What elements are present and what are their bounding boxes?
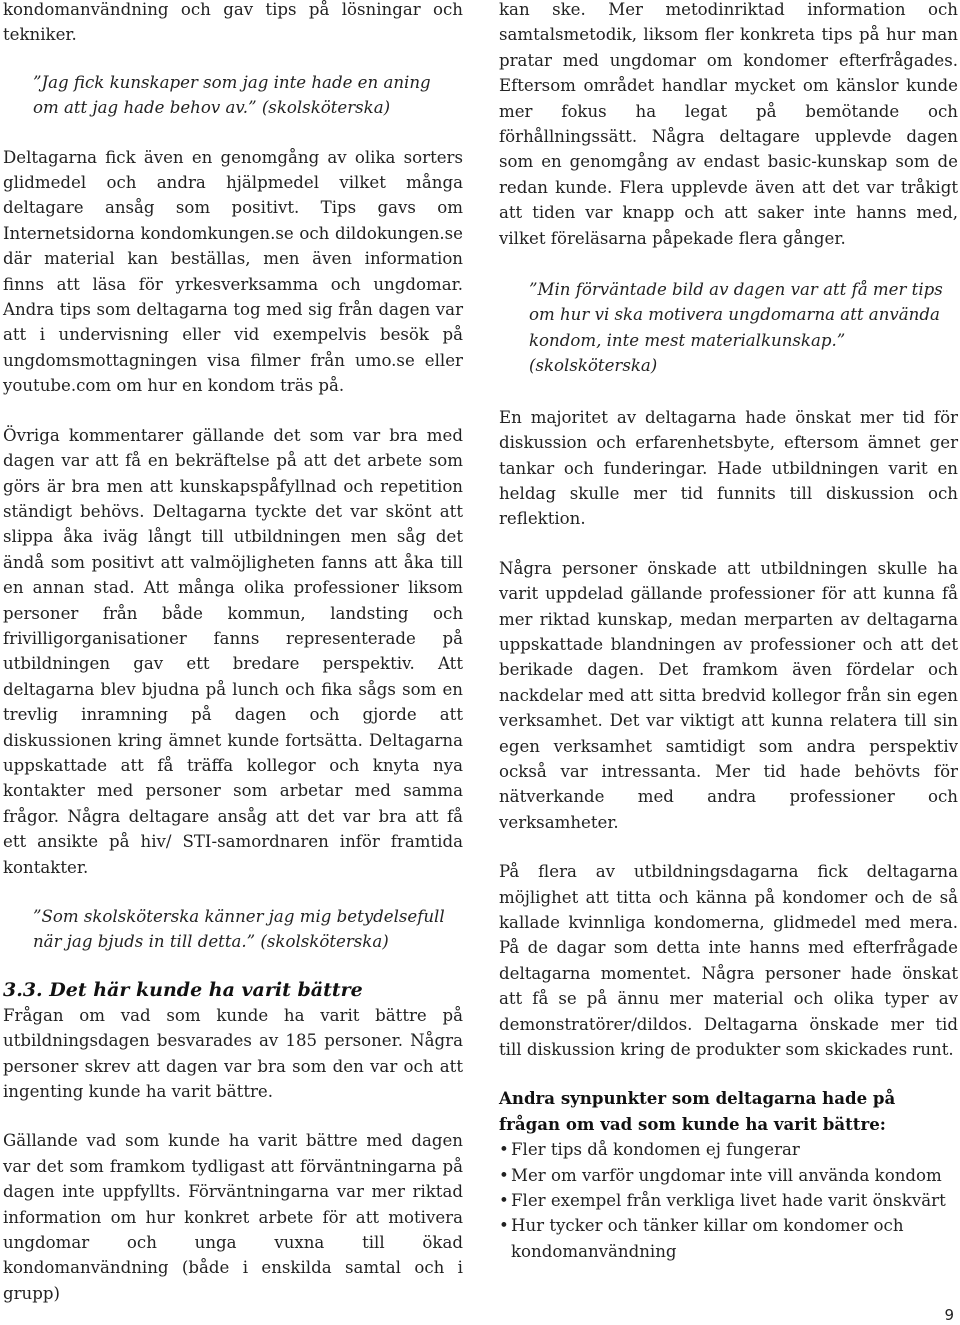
section-heading: 3.3. Det här kunde ha varit bättre — [3, 978, 363, 1001]
left-column — [3, 0, 463, 1306]
paragraph: kan ske. Mer metodinriktad information och samtalsmetodik, liksom fler konkreta tips på hur man pratar med ungdomar om kondomer efterfrågades. Eftersom området handlar mycket om känslor kunde mer fokus ha legat på bemötande och förhållningssätt. Några deltagare upplevde dagen som en genomgång av endast basic-kunskap som de redan kunde. Flera upplevde även att det var tråkigt att tiden var knapp och att saker inte hanns med, vilket föreläsarna påpekade flera gånger. — [499, 0, 958, 248]
list-heading: Andra synpunkter som deltagarna hade på frågan om vad som kunde ha varit bättre: — [499, 1088, 896, 1134]
quote: ”Som skolsköterska känner jag mig betydelsefull när jag bjuds in till detta.” (skolsköterska) — [33, 907, 445, 952]
paragraph: Frågan om vad som kunde ha varit bättre på utbildningsdagen besvarades av 185 personer. Några personer skrev att dagen var bra som den var och att ingenting kunde ha varit bättre. — [3, 1005, 463, 1102]
paragraph: Deltagarna fick även en genomgång av olika sorters glidmedel och andra hjälpmedel vilket många deltagare ansåg som positivt. Tips gavs om Internetsidorna kondomkungen.se och dildokungen.se där material kan beställas, men även information finns att läsa för yrkesverksamma och ungdomar. Andra tips som deltagarna tog med sig från dagen var att i undervisning eller vid exempelvis besök på ungdomsmottagningen visa filmer från umo.se eller youtube.com om hur en kondom träs på. — [3, 147, 463, 396]
paragraph: Gällande vad som kunde ha varit bättre med dagen var det som framkom tydligast att förväntningarna på dagen inte uppfyllts. Förväntningarna var mer riktad information om hur konkret arbete för att motivera ungdomar och unga vuxna till ökad kondomanvändning (både i enskilda samtal och i grupp) — [3, 1131, 463, 1303]
right-column — [499, 0, 958, 1264]
list-item: • Fler tips då kondomen ej fungerar — [499, 1137, 958, 1162]
paragraph: På flera av utbildningsdagarna fick deltagarna möjlighet att titta och känna på kondomer och de så kallade kvinnliga kondomerna, glidmedel med mera. På de dagar som detta inte hanns med efterfrågade deltagarna momentet. Några personer hade önskat att få se på ännu mer material och olika typer av demonstratörer/dildos. Deltagarna önskade mer tid till diskussion kring de produkter som skickades runt. — [499, 862, 958, 1060]
bullet-list — [499, 1137, 958, 1264]
page-number: 9 — [944, 1306, 954, 1324]
paragraph: Några personer önskade att utbildningen skulle ha varit uppdelad gällande professioner för att kunna få mer riktad kunskap, medan merparten av deltagarna uppskattade blandningen av professioner och att det berikade dagen. Det framkom även fördelar och nackdelar med att sitta bredvid kollegor från sin egen verksamhet. Det var viktigt att kunna relatera till sin egen verksamhet samtidigt som andra perspektiv också var intressanta. Mer tid hade behövts för nätverkande med andra professioner och verksamheter. — [499, 558, 958, 832]
list-item: • Fler exempel från verkliga livet hade varit önskvärt — [499, 1188, 958, 1213]
list-item: • Hur tycker och tänker killar om kondomer och kondomanvändning — [499, 1213, 958, 1264]
quote: ”Jag fick kunskaper som jag inte hade en aning om att jag hade behov av.” (skolsköterska) — [33, 72, 431, 118]
quote: ”Min förväntade bild av dagen var att få mer tips om hur vi ska motivera ungdomarna att använda kondom, inte mest materialkunskap.” (skolsköterska) — [529, 280, 943, 376]
paragraph: Övriga kommentarer gällande det som var bra med dagen var att få en bekräftelse på att det arbete som görs är bra men att kunskapspåfyllnad och repetition ständigt behövs. Deltagarna tyckte det var skönt att slippa åka iväg långt till utbildningen men såg det ändå som positivt att valmöjligheten fanns att åka till en annan stad. Att många olika professioner liksom personer från både kommun, landsting och frivilligorganisationer fanns representerade på utbildningen gav ett bredare perspektiv. Att deltagarna blev bjudna på lunch och fika sågs som en trevlig inramning på dagen och gjorde att diskussionen kring ämnet kunde fortsätta. Deltagarna uppskattade att få träffa kollegor och knyta nya kontakter med personer som arbetar med samma frågor. Några deltagare ansåg att det var bra att få ett ansikte på hiv/ STI-samordnaren inför framtida kontakter. — [3, 425, 463, 877]
list-item: • Mer om varför ungdomar inte vill använda kondom — [499, 1163, 958, 1188]
paragraph: kondomanvändning och gav tips på lösningar och tekniker. — [3, 0, 463, 45]
paragraph: En majoritet av deltagarna hade önskat mer tid för diskussion och erfarenhetsbyte, eftersom ämnet ger tankar och funderingar. Hade utbildningen varit en heldag skulle mer tid funnits till diskussion och reflektion. — [499, 407, 958, 529]
